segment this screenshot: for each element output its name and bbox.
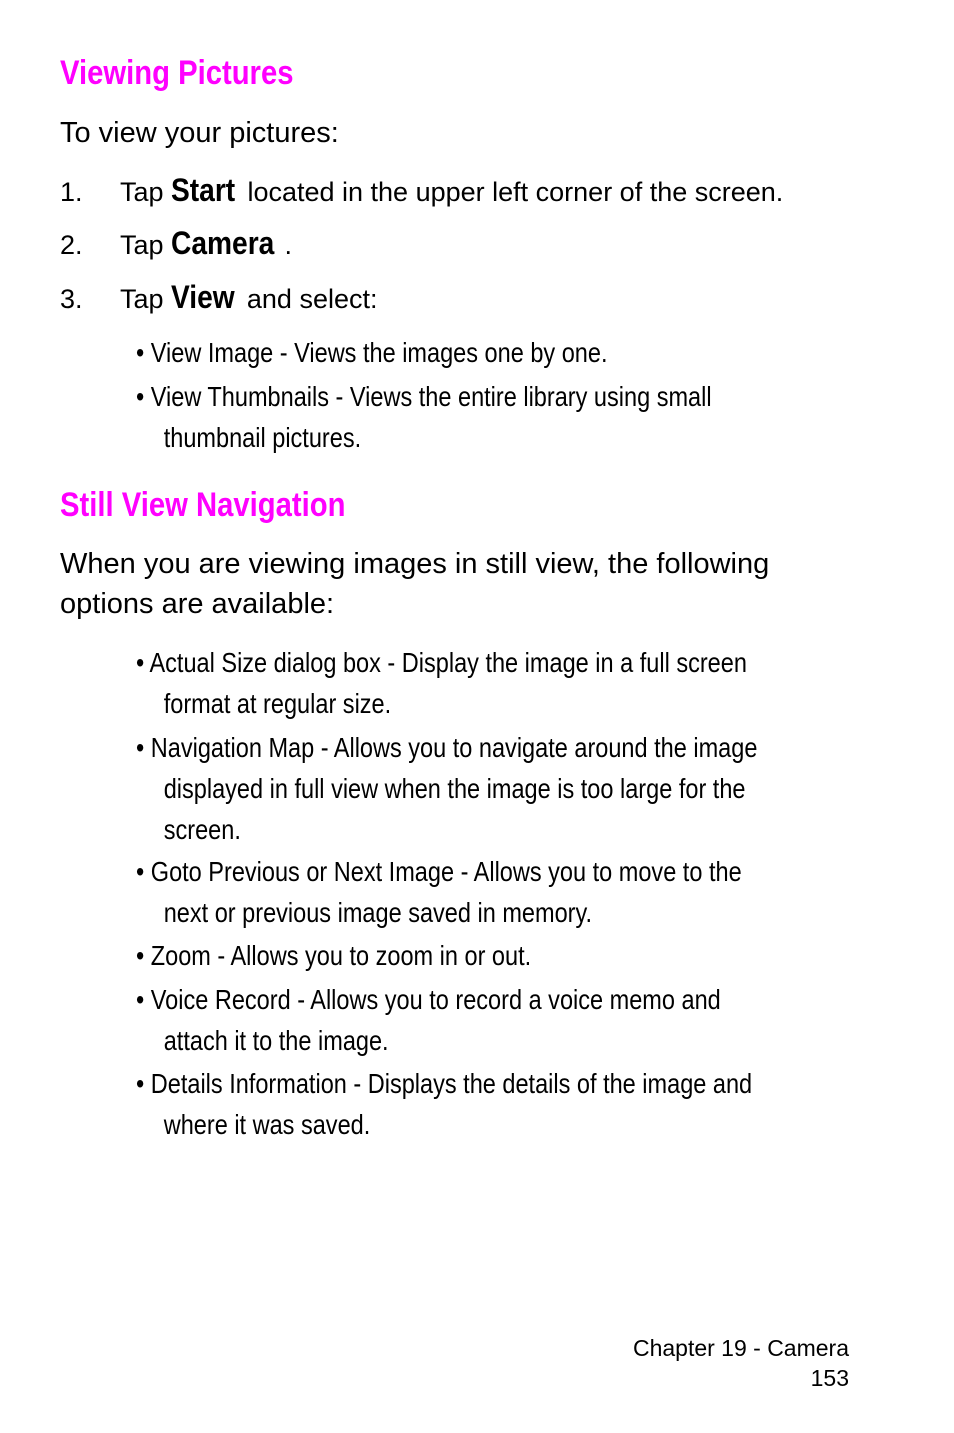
bullet-item (136, 727, 757, 850)
step-1 (60, 172, 783, 209)
step-pre: Tap (120, 177, 172, 207)
bullet-item (136, 935, 531, 976)
bullet-line-continued: thumbnail pictures. (163, 422, 362, 453)
bullet-item (136, 642, 747, 724)
step-number: 2. (60, 230, 83, 260)
bullet-line: • Actual Size dialog box - Display the image in a full screen (136, 647, 747, 678)
chapter-label: Chapter 19 - Camera (632, 1335, 849, 1361)
intro-text: To view your pictures: (60, 117, 339, 149)
bullet-line-continued: where it was saved. (163, 1109, 371, 1140)
step-pre: Tap (120, 284, 172, 314)
step-pre: Tap (120, 230, 172, 260)
page-number: 153 (810, 1365, 849, 1391)
bullet-line: • Details Information - Displays the details of the image and (136, 1068, 753, 1099)
bullet-line-continued: format at regular size. (163, 688, 392, 719)
bullet-item (136, 851, 742, 933)
bullet-item (136, 1063, 752, 1145)
bullet-item (136, 332, 608, 373)
section-heading-viewing-pictures: Viewing Pictures (60, 54, 294, 92)
bullet-item (136, 376, 712, 458)
command-view: View (171, 279, 235, 315)
bullet-item (136, 979, 721, 1061)
bullet-line-continued: next or previous image saved in memory. (163, 897, 593, 928)
bullet-line-continued: displayed in full view when the image is too large for the (163, 773, 746, 804)
step-3 (60, 279, 377, 316)
step-post: located in the upper left corner of the screen. (239, 177, 784, 207)
step-post: and select: (239, 284, 378, 314)
bullet-line: • View Image - Views the images one by one. (136, 337, 608, 368)
intro-line: options are available: (60, 588, 335, 620)
section-intro (60, 544, 769, 624)
page-footer (633, 1333, 849, 1393)
step-number: 1. (60, 177, 83, 207)
section-heading-still-view-navigation: Still View Navigation (60, 486, 346, 524)
step-2 (60, 225, 292, 262)
step-number: 3. (60, 284, 83, 314)
bullet-line: • Zoom - Allows you to zoom in or out. (136, 940, 532, 971)
bullet-line: • Goto Previous or Next Image - Allows you to move to the (136, 856, 742, 887)
bullet-line-continued: attach it to the image. (163, 1025, 389, 1056)
bullet-line: • View Thumbnails - Views the entire library using small (136, 381, 712, 412)
command-camera: Camera (171, 225, 275, 261)
step-post: . (284, 230, 292, 260)
bullet-line: • Navigation Map - Allows you to navigate around the image (136, 732, 758, 763)
command-start: Start (171, 172, 236, 208)
intro-line: When you are viewing images in still view, the following (60, 548, 770, 580)
bullet-line-continued: screen. (163, 814, 241, 845)
bullet-line: • Voice Record - Allows you to record a voice memo and (136, 984, 721, 1015)
